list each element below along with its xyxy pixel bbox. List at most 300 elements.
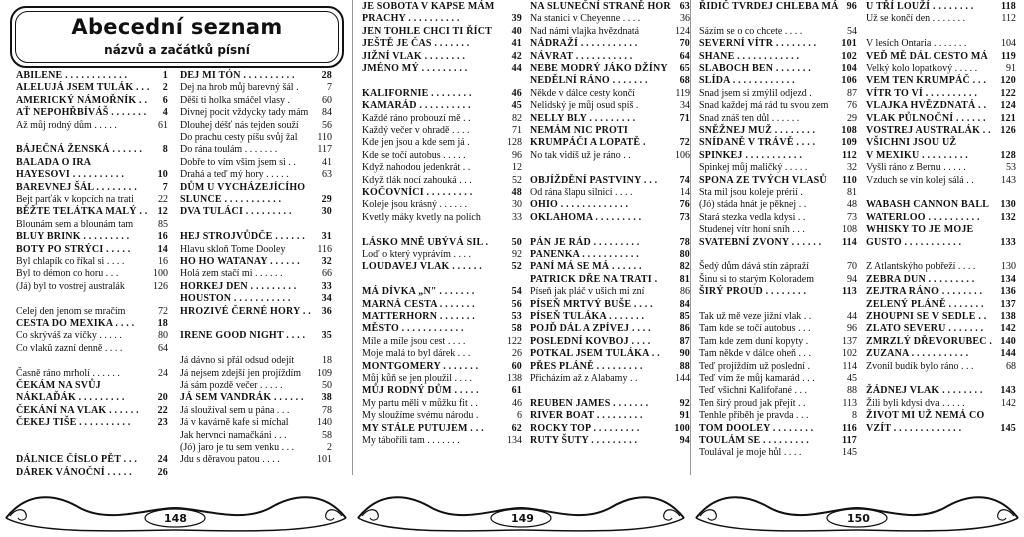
entry-title: ŠIRÝ PROUD . . . . . . . .: [699, 286, 807, 298]
index-entry: [530, 410, 690, 422]
entry-title: JEN TOHLE CHCI TI ŘÍCT: [362, 25, 492, 37]
index-entry: [866, 162, 1016, 174]
index-subtitle: názvů a začátků písní: [104, 43, 250, 57]
entry-title: REUBEN JAMES . . . . . . .: [530, 397, 649, 409]
index-entry: [180, 268, 332, 280]
entry-title: POSLEDNÍ KOVBOJ . . . .: [530, 335, 651, 347]
index-entry: [16, 95, 168, 107]
entry-page-number: 138: [1000, 311, 1016, 322]
entry-title: NEDĚLNÍ RÁNO . . . . . . .: [530, 75, 648, 87]
index-entry: [699, 348, 857, 360]
index-entry: [180, 256, 332, 268]
entry-page-number: 12: [512, 162, 522, 174]
index-entry: [180, 392, 332, 404]
index-entry: [180, 194, 332, 206]
index-entry: [866, 299, 1016, 311]
entry-title: Kvetly máky kvetly na polích: [362, 211, 481, 223]
entry-title: BALADA O IRA: [16, 156, 92, 168]
entry-page-number: 70: [847, 261, 857, 273]
index-entry: [699, 150, 857, 162]
index-entry: [530, 150, 690, 162]
entry-page-number: 117: [317, 144, 332, 156]
entry-title: CESTA DO MEXIKA . . . .: [16, 318, 135, 329]
entry-page-number: 122: [507, 335, 522, 347]
entry-page-number: 6: [162, 94, 168, 106]
entry-page-number: 18: [322, 355, 332, 367]
entry-title: Teď vím že můj kamarád . . .: [699, 373, 815, 384]
entry-title: ROCKY TOP . . . . . . . . .: [530, 422, 640, 434]
index-entry: [530, 274, 690, 286]
index-entry: [362, 26, 522, 38]
entry-title: Tam kde se točí autobus . . .: [699, 323, 811, 335]
entry-title: Bejt parťák v kopcích na trati: [16, 194, 134, 205]
index-entry: [362, 38, 522, 50]
entry-page-number: 90: [679, 348, 690, 360]
entry-title: Když nahodou jedenkrát . .: [362, 162, 471, 174]
index-entry: [362, 162, 522, 174]
index-entry: [866, 75, 1016, 87]
index-entry: [866, 175, 1016, 187]
index-entry: [866, 199, 1016, 211]
entry-page-number: 112: [1001, 13, 1016, 25]
entry-page-number: 58: [511, 323, 522, 335]
entry-page-number: 29: [321, 194, 332, 205]
index-entry: [866, 100, 1016, 112]
entry-page-number: 114: [842, 360, 857, 372]
index-entry: [530, 323, 690, 335]
entry-page-number: 2: [327, 442, 332, 453]
entry-title: GUSTO . . . . . . . . . . .: [866, 236, 962, 248]
entry-title: TOULÁM SE . . . . . . . . .: [699, 435, 809, 446]
entry-title: HOUSTON . . . . . . . . . . .: [180, 293, 291, 305]
index-entry: [180, 442, 332, 454]
index-entry: [699, 187, 857, 199]
entry-page-number: 16: [157, 231, 168, 243]
index-entry: [16, 144, 168, 156]
entry-title: NEMÁM NIC PROTI: [530, 125, 628, 136]
entry-title: TOM DOOLEY . . . . . . . .: [699, 422, 814, 434]
index-entry: [866, 286, 1016, 298]
entry-title: MONTGOMERY . . . . . . .: [362, 360, 479, 372]
index-entry: [699, 212, 857, 224]
entry-title: Tenhle příběh je pravda . . .: [699, 410, 809, 422]
entry-title: Tak už mě veze jižní vlak . .: [699, 311, 812, 322]
entry-title: DŮM U VYCHÁZEJÍCÍHO: [180, 181, 306, 193]
entry-title: Kde se točí autobus . . . . .: [362, 149, 466, 161]
index-entry: [362, 373, 522, 385]
entry-title: LOUDAVEJ VLAK . . . . . .: [362, 261, 482, 273]
entry-page-number: 26: [157, 466, 168, 478]
entry-title: NA SLUNEČNÍ STRANĚ HOR: [530, 1, 671, 12]
entry-title: Stará stezka vedla kdysi . .: [699, 211, 806, 223]
entry-title: Až můj rodný dům . . . . .: [16, 119, 117, 131]
entry-page-number: 108: [842, 224, 857, 236]
index-entry: [699, 38, 857, 50]
entry-page-number: 78: [679, 236, 690, 248]
entry-title: ZEJTRA RÁNO . . . . . . . .: [866, 286, 983, 298]
entry-page-number: 85: [158, 218, 168, 230]
entry-page-number: 8: [852, 410, 857, 422]
entry-page-number: 117: [841, 435, 857, 446]
entry-title: OKLAHOMA . . . . . . . . .: [530, 211, 642, 223]
entry-page-number: 82: [512, 112, 522, 124]
entry-title: ČEKEJ TIŠE . . . . . . . . . .: [16, 417, 131, 429]
entry-title: MŮJ RODNÝ DŮM . . . . .: [362, 385, 479, 397]
entry-page-number: 144: [675, 373, 690, 384]
index-entry: [699, 26, 857, 38]
index-entry: [16, 330, 168, 342]
entry-title: OBJÍŽDĚNÍ PASTVINY . . .: [530, 174, 658, 186]
entry-title: PÍSEŇ TULÁKA . . . . . . .: [530, 311, 645, 322]
entry-page-number: 143: [1001, 174, 1016, 186]
entry-page-number: 30: [321, 206, 332, 218]
index-entry: [866, 261, 1016, 273]
entry-title: Snad každej má rád tu svou zem: [699, 100, 829, 112]
entry-page-number: 1: [162, 70, 168, 81]
entry-page-number: 114: [841, 236, 857, 248]
index-entry: [530, 212, 690, 224]
index-entry: [530, 1, 690, 13]
entry-page-number: 8: [162, 144, 168, 156]
entry-page-number: 145: [842, 447, 857, 459]
entry-title: Míle a míle jsou cest . . . .: [362, 335, 466, 347]
entry-page-number: 68: [1006, 360, 1016, 372]
entry-page-number: 56: [511, 298, 522, 310]
entry-page-number: 94: [847, 273, 857, 285]
entry-page-number: 85: [679, 311, 690, 322]
entry-title: SLABOCH BEN . . . . . . .: [699, 63, 811, 74]
index-entry: [16, 343, 168, 355]
entry-title: KOČOVNÍCI . . . . . . . . .: [362, 187, 473, 198]
entry-page-number: 81: [847, 187, 857, 198]
entry-page-number: 96: [846, 1, 857, 12]
entry-page-number: 58: [322, 429, 332, 441]
entry-page-number: 32: [321, 256, 332, 267]
entry-title: Děší ti holka smáčel vlasy .: [180, 94, 290, 106]
entry-title: BÁJEČNÁ ŽENSKÁ . . . . . .: [16, 144, 143, 156]
entry-page-number: 61: [511, 385, 522, 397]
entry-title: Sta mil jsou koleje prérií .: [699, 187, 803, 198]
entry-title: JÁ SEM VANDRÁK . . . . . .: [180, 392, 304, 404]
index-title-box: [10, 6, 344, 68]
index-entry: [180, 120, 332, 132]
entry-title: Tam kde zem duní kopyty .: [699, 335, 809, 347]
index-entry: [362, 125, 522, 137]
index-entry: [16, 231, 168, 243]
index-entry: [180, 244, 332, 256]
entry-title: SHANE . . . . . . . . . . . .: [699, 50, 800, 62]
index-entry: [699, 385, 857, 397]
entry-page-number: 44: [511, 63, 522, 74]
entry-page-number: 52: [511, 261, 522, 273]
entry-page-number: 96: [512, 149, 522, 161]
index-entry: [699, 323, 857, 335]
entry-title: Kde jen jsou a kde sem já .: [362, 137, 470, 149]
index-entry: [16, 206, 168, 218]
entry-page-number: 100: [153, 268, 168, 280]
index-entry: [362, 113, 522, 125]
entry-title: Dlouhej déšť nás tejden souží: [180, 119, 299, 131]
index-entry: [362, 1, 522, 13]
entry-title: Do rána toulám . . . . . . .: [180, 144, 278, 156]
index-entry: [699, 398, 857, 410]
entry-page-number: 34: [680, 100, 690, 112]
entry-title: NÁVRAT . . . . . . . . . . .: [530, 50, 633, 62]
index-entry: [16, 268, 168, 280]
index-entry: [530, 26, 690, 38]
index-entry: [362, 299, 522, 311]
index-entry: [16, 281, 168, 293]
entry-page-number: 88: [847, 385, 857, 397]
index-entry: [180, 231, 332, 243]
entry-page-number: 132: [1000, 211, 1016, 223]
entry-title: (Jó) jaro je tu sem venku . . .: [180, 442, 295, 453]
entry-title: BLUY BRINK . . . . . . . . .: [16, 231, 130, 243]
index-entry: [530, 199, 690, 211]
index-entry: [530, 249, 690, 261]
entry-title: PÁN JE RÁD . . . . . . . . .: [530, 236, 640, 248]
index-entry: [16, 256, 168, 268]
entry-title: No tak vidíš už je ráno . .: [530, 149, 631, 161]
entry-title: Píseň jak pláč v ušich mi zní: [530, 286, 645, 298]
index-entry: [16, 380, 168, 392]
entry-title: RIVER BOAT . . . . . . . . .: [530, 410, 643, 422]
entry-title: Já nejsem zdejší jen projíždím: [180, 367, 302, 379]
index-entry: [866, 1, 1016, 13]
index-entry: [866, 398, 1016, 410]
index-entry: [362, 311, 522, 323]
entry-page-number: 33: [512, 211, 522, 223]
entry-title: VZÍT . . . . . . . . . . . . .: [866, 422, 962, 434]
entry-title: JMÉNO MÝ . . . . . . . . .: [362, 63, 468, 74]
entry-title: MATTERHORN . . . . . . .: [362, 311, 475, 322]
index-entry: [180, 330, 332, 342]
index-entry: [180, 430, 332, 442]
entry-page-number: 109: [317, 367, 332, 379]
entry-title: Teď všichni Kalifořané . . .: [699, 385, 807, 397]
index-entry: [699, 113, 857, 125]
entry-page-number: 106: [675, 149, 690, 161]
index-entry: [180, 281, 332, 293]
index-entry: [866, 336, 1016, 348]
entry-page-number: 142: [1000, 323, 1016, 335]
entry-page-number: 102: [841, 50, 857, 62]
index-entry: [866, 212, 1016, 224]
index-entry: [699, 51, 857, 63]
entry-page-number: 31: [321, 231, 332, 243]
index-entry: [699, 199, 857, 211]
entry-title: Šinu si to starým Koloradem: [699, 273, 814, 285]
entry-page-number: 24: [158, 367, 168, 379]
entry-page-number: 34: [321, 293, 332, 305]
entry-page-number: 112: [841, 149, 857, 161]
entry-title: My sloužíme svému národu .: [362, 410, 479, 422]
index-entry: [866, 51, 1016, 63]
entry-title: Vzduch se vín kolej sálá . .: [866, 174, 974, 186]
entry-title: Šedý dům dává stín zápraží: [699, 261, 809, 273]
index-entry: [180, 169, 332, 181]
entry-page-number: 87: [679, 335, 690, 347]
entry-page-number: 68: [679, 75, 690, 87]
entry-title: Můj kůň se jen ploužil . . . .: [362, 373, 472, 384]
entry-title: Já sám pozdě večer . . . . .: [180, 380, 283, 391]
entry-page-number: 145: [1000, 422, 1016, 434]
index-entry: [866, 410, 1016, 422]
entry-title: ABILENE . . . . . . . . . . . .: [16, 70, 128, 81]
entry-page-number: 14: [680, 187, 690, 198]
entry-title: Jdu s děravou patou . . . .: [180, 454, 280, 466]
entry-page-number: 92: [512, 249, 522, 260]
index-entry: [530, 75, 690, 87]
index-entry: [530, 63, 690, 75]
entry-page-number: 16: [158, 256, 168, 267]
entry-title: PŘES PLÁNĚ . . . . . . . . .: [530, 360, 643, 372]
entry-page-number: 130: [1001, 261, 1016, 273]
entry-page-number: 126: [1000, 125, 1016, 136]
entry-title: SLÍDA . . . . . . . . . . . .: [699, 75, 795, 87]
entry-title: VOSTREJ AUSTRALÁK . .: [866, 125, 991, 136]
entry-title: ZMRZLÝ DŘEVORUBEC .: [866, 335, 993, 347]
index-entry: [16, 392, 168, 404]
page-divider-2: [690, 0, 691, 475]
entry-page-number: 134: [1000, 273, 1016, 285]
entry-page-number: 54: [847, 25, 857, 37]
entry-page-number: 136: [1000, 286, 1016, 298]
entry-page-number: 39: [511, 13, 522, 25]
entry-page-number: 100: [674, 422, 690, 434]
entry-title: HROZIVÉ ČERNÉ HORY . .: [180, 305, 311, 317]
entry-title: JEŠTĚ JE ČAS . . . . . . .: [362, 38, 470, 50]
entry-title: ALELUJÁ JSEM TULÁK . . .: [16, 82, 150, 94]
index-entry: [362, 348, 522, 360]
index-entry: [530, 175, 690, 187]
index-entry: [180, 206, 332, 218]
entry-page-number: 30: [512, 199, 522, 211]
entry-title: SLUNCE . . . . . . . . . . .: [180, 194, 282, 205]
index-entry: [699, 237, 857, 249]
entry-title: Co vlakŭ zazní denně . . . .: [16, 342, 123, 354]
index-entry: [16, 306, 168, 318]
entry-page-number: 120: [1000, 75, 1016, 87]
index-entry: [530, 361, 690, 373]
entry-page-number: 48: [511, 187, 522, 198]
index-entry: [530, 237, 690, 249]
index-entry: [866, 385, 1016, 397]
entry-title: Drahá a teď mý hory . . . . .: [180, 169, 289, 181]
entry-page-number: 133: [1000, 236, 1016, 248]
index-entry: [16, 318, 168, 330]
entry-page-number: 92: [679, 397, 690, 409]
entry-page-number: 119: [1000, 50, 1016, 62]
index-entry: [699, 261, 857, 273]
entry-page-number: 110: [841, 174, 857, 186]
index-entry: [16, 120, 168, 132]
index-entry: [362, 423, 522, 435]
index-entry: [16, 169, 168, 181]
entry-title: POTKAL JSEM TULÁKA . .: [530, 348, 660, 360]
entry-title: SNÍDANĚ V TRÁVĚ . . . .: [699, 137, 816, 149]
index-entry: [866, 423, 1016, 435]
entry-title: PANENKA . . . . . . . . . . .: [530, 249, 639, 260]
entry-page-number: 140: [317, 417, 332, 429]
index-entry: [530, 398, 690, 410]
entry-title: HEJ STROJVŮDČE . . . . . .: [180, 231, 305, 243]
entry-page-number: 113: [841, 286, 857, 298]
entry-page-number: 44: [847, 311, 857, 322]
entry-page-number: 20: [157, 392, 168, 404]
entry-page-number: 130: [1000, 199, 1016, 211]
entry-page-number: 6: [517, 410, 522, 422]
entry-page-number: 108: [841, 125, 857, 136]
entry-page-number: 24: [157, 454, 168, 466]
entry-title: (Jó) stáda hnát je pěknej . .: [699, 199, 807, 211]
entry-page-number: 7: [327, 82, 332, 94]
index-entry: [180, 144, 332, 156]
entry-title: VŠICHNI JSOU UŽ: [866, 137, 957, 149]
entry-page-number: 50: [322, 380, 332, 391]
entry-page-number: 144: [1000, 348, 1016, 360]
entry-title: WABASH CANNON BALL: [866, 199, 990, 211]
entry-title: Loď o který vyprávím . . . .: [362, 249, 471, 260]
entry-page-number: 137: [842, 335, 857, 347]
entry-page-number: 102: [842, 348, 857, 360]
entry-title: PANÍ MÁ SE MÁ . . . . . .: [530, 261, 642, 273]
index-entry: [362, 385, 522, 397]
entry-title: Velký kolo lopatkový . . . . .: [866, 63, 978, 74]
entry-page-number: 41: [511, 38, 522, 50]
index-entry: [530, 299, 690, 311]
index-entry: [530, 113, 690, 125]
entry-page-number: 78: [322, 404, 332, 416]
entry-title: My táboříli tam . . . . . . .: [362, 435, 460, 446]
entry-page-number: 18: [157, 318, 168, 329]
entry-page-number: 94: [679, 435, 690, 446]
index-entry: [180, 306, 332, 318]
index-entry: [16, 157, 168, 169]
entry-title: SPINKEJ . . . . . . . . . . .: [699, 149, 803, 161]
entry-title: Zvonil budík bylo ráno . . .: [866, 360, 974, 372]
entry-page-number: 109: [841, 137, 857, 149]
entry-page-number: 22: [157, 404, 168, 416]
entry-title: Ten širý proud jak přejít . .: [699, 397, 806, 409]
entry-title: KRUMPÁČI A LOPATĚ .: [530, 137, 646, 149]
entry-title: Z Atlantskýho pobřeží . . . .: [866, 261, 976, 273]
index-entry: [699, 125, 857, 137]
entry-title: Nelidský je můj osud spíš .: [530, 100, 639, 112]
page-divider-1: [352, 0, 353, 475]
footer-ornament-page-150: [690, 478, 1024, 537]
entry-page-number: 26: [512, 348, 522, 360]
entry-page-number: 121: [1000, 112, 1016, 124]
index-entry: [362, 100, 522, 112]
entry-page-number: 101: [841, 38, 857, 50]
entry-page-number: 12: [157, 206, 168, 218]
entry-page-number: 29: [847, 112, 857, 124]
index-entry: [530, 38, 690, 50]
entry-page-number: 91: [679, 410, 690, 422]
entry-page-number: 124: [675, 25, 690, 37]
entry-title: NEBE MODRÝ JÁKO DŽÍNY: [530, 63, 668, 74]
index-entry: [180, 417, 332, 429]
entry-title: DVA TULÁCI . . . . . . . . .: [180, 206, 292, 218]
entry-page-number: 73: [847, 211, 857, 223]
entry-title: BĚŽTE TELÁTKA MALÝ . .: [16, 206, 148, 218]
entry-page-number: 101: [317, 454, 332, 466]
entry-page-number: 28: [321, 70, 332, 81]
index-entry: [866, 323, 1016, 335]
entry-title: My partu měli v můžku fit . .: [362, 397, 478, 409]
entry-title: JE SOBOTA V KAPSE MÁM: [362, 1, 495, 12]
